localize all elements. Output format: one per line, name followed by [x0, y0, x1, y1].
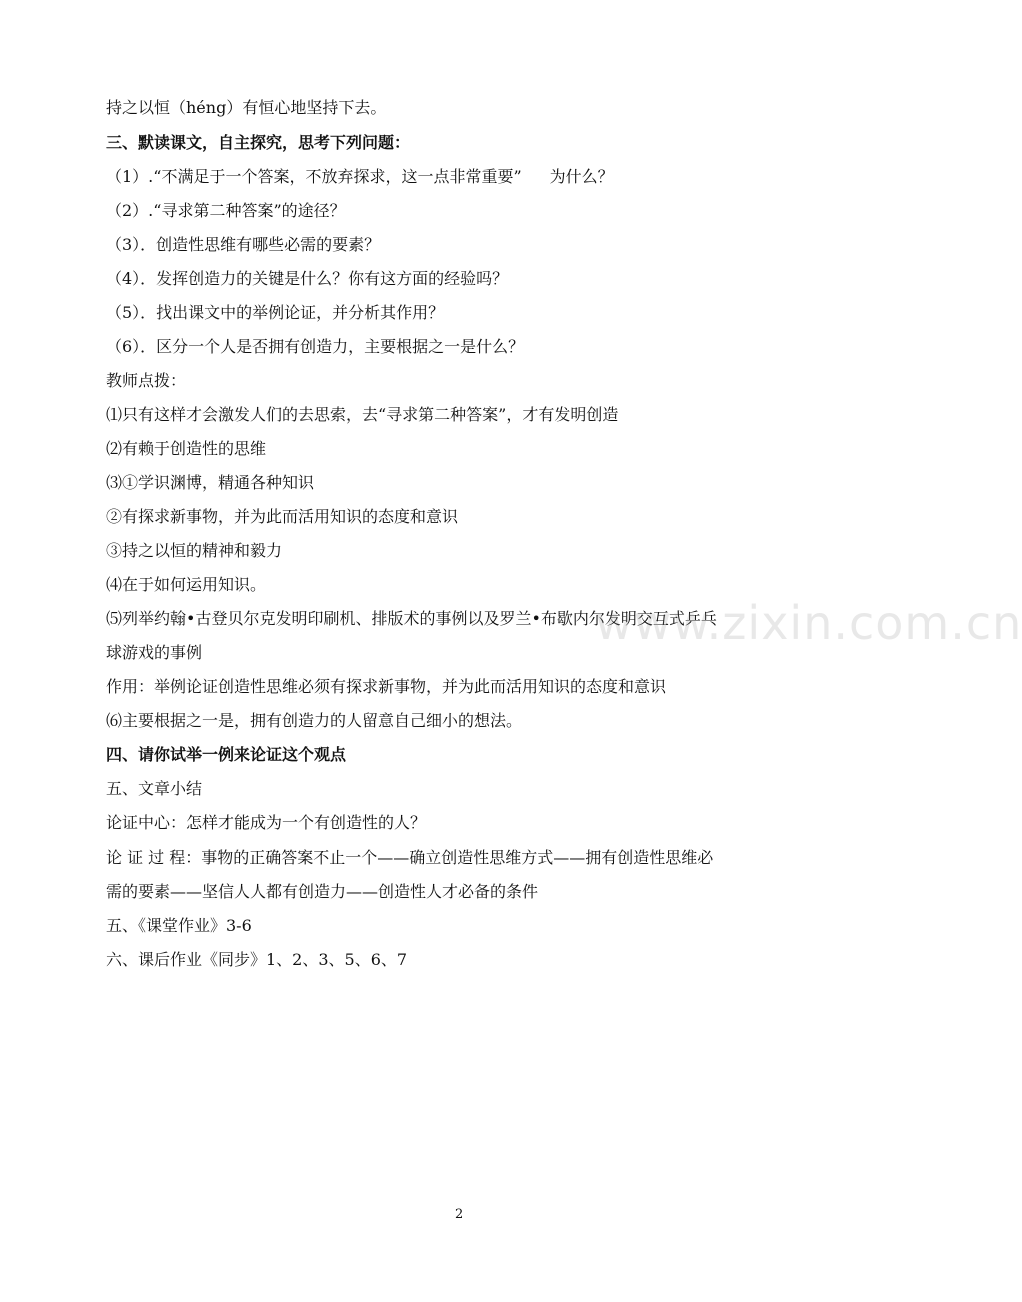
classwork: 五、《课堂作业》3-6 [106, 916, 252, 935]
section-heading-4: 四、请你试举一例来论证这个观点 [106, 745, 347, 764]
argument-process: 论 证 过 程：事物的正确答案不止一个——确立创造性思维方式——拥有创造性思维必 [106, 848, 714, 867]
homework: 六、课后作业《同步》1、2、3、5、6、7 [106, 950, 408, 969]
watermark: www.zixin.com.cn [595, 596, 1022, 650]
answer-1: ⑴只有这样才会激发人们的去思索，去“寻求第二种答案”，才有发明创造 [106, 405, 619, 424]
answer-3-3: ③持之以恒的精神和毅力 [106, 541, 283, 560]
question-1-tail: 为什么？ [549, 167, 614, 186]
question-5: （5）．找出课文中的举例论证，并分析其作用？ [106, 303, 445, 322]
section-heading-5: 五、文章小结 [106, 779, 203, 798]
answer-5-cont: 球游戏的事例 [106, 643, 203, 662]
answer-6: ⑹主要根据之一是，拥有创造力的人留意自己细小的想法。 [106, 711, 523, 730]
argument-center: 论证中心：怎样才能成为一个有创造性的人？ [106, 813, 427, 832]
argument-process-cont: 需的要素——坚信人人都有创造力——创造性人才必备的条件 [106, 882, 539, 901]
teacher-notes-label: 教师点拨： [106, 371, 187, 390]
answer-3-1: ⑶①学识渊博，精通各种知识 [106, 473, 315, 492]
question-2: （2）.“寻求第二种答案”的途径？ [106, 201, 346, 220]
answer-3-2: ②有探求新事物，并为此而活用知识的态度和意识 [106, 507, 459, 526]
question-1 [106, 167, 614, 187]
question-1-text: （1）.“不满足于一个答案，不放弃探求，这一点非常重要” [106, 167, 522, 186]
answer-2: ⑵有赖于创造性的思维 [106, 439, 267, 458]
section-heading-3: 三、默读课文，自主探究，思考下列问题： [106, 133, 411, 152]
answer-5-function: 作用：举例论证创造性思维必须有探求新事物，并为此而活用知识的态度和意识 [106, 677, 667, 696]
text-line: 持之以恒（héng）有恒心地坚持下去。 [106, 98, 387, 117]
answer-5: ⑸列举约翰•古登贝尔克发明印刷机、排版术的事例以及罗兰•布歇内尔发明交互式乒乓 [106, 609, 717, 628]
question-4: （4）．发挥创造力的关键是什么？你有这方面的经验吗？ [106, 269, 509, 288]
answer-4: ⑷在于如何运用知识。 [106, 575, 267, 594]
question-6: （6）．区分一个人是否拥有创造力，主要根据之一是什么？ [106, 337, 525, 356]
question-3: （3）．创造性思维有哪些必需的要素？ [106, 235, 381, 254]
page-number: 2 [455, 1207, 464, 1222]
